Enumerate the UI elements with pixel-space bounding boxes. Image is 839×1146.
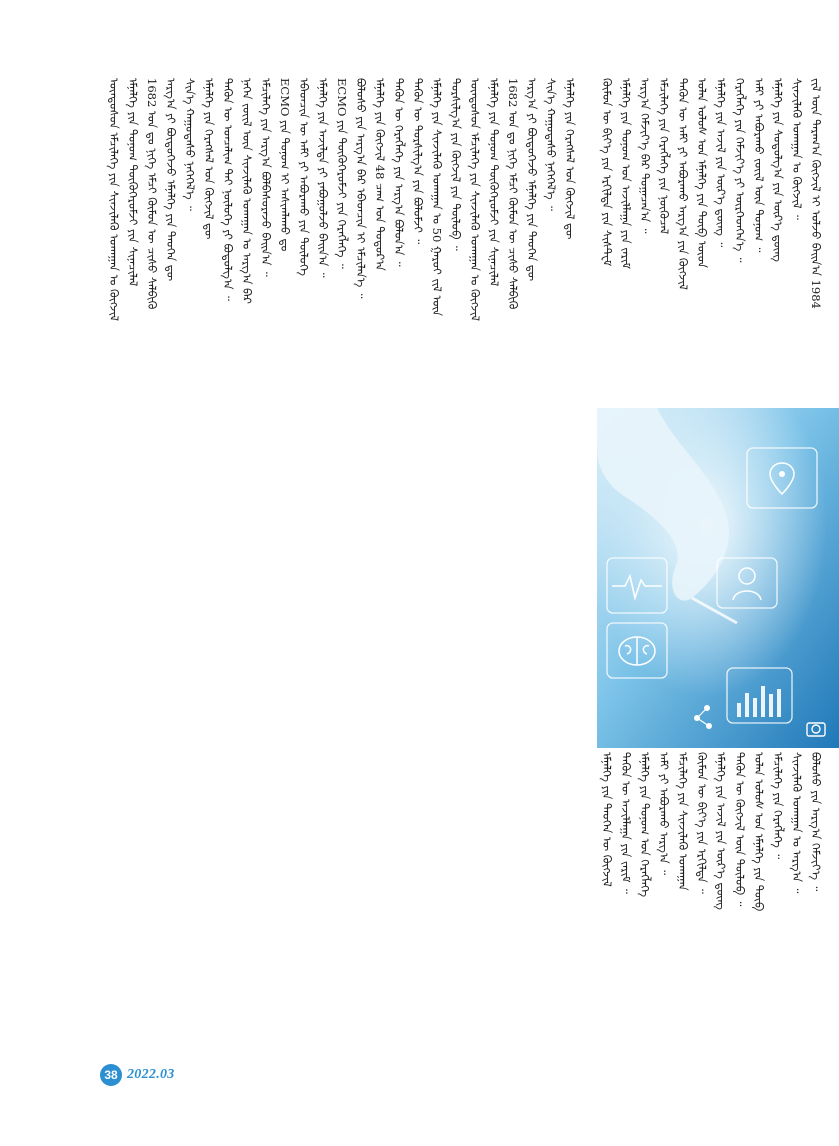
text-line: ᠡᠮᠴᠢᠯᠡᠭᠡ ᠶᠢᠨ ᠬᠡᠷᠡᠭᠯᠡᠭᠡ ᠶᠢᠨ ᠨᠥᠬᠥᠴᠡᠯ: [657, 78, 671, 235]
text-column-lower-right: [597, 752, 839, 1072]
text-line: ᠦᠨᠳᠦᠰᠦᠨ ᠡᠮᠴᠢᠯᠡᠭᠡ ᠶᠢᠨ ᠰᠢᠨᠵᠢᠯᠡᠬᠦ ᠤᠬᠠᠭᠠᠨ ᠤ ᠬᠥᠭᠵᠢᠯ: [107, 78, 121, 322]
issue-date: 2022.03: [127, 1067, 175, 1082]
text-line: ᠣᠯᠠᠨ ᠤᠯᠤᠰ ᠤᠨ ᠡᠮᠨᠡᠯᠭᠡ ᠶᠢᠨ ᠲᠦᠪ: [752, 752, 766, 912]
text-column-main: [104, 78, 590, 1073]
text-line: ᠠᠷᠭ᠎ᠠ ᠶᠢ ᠪᠦᠲᠦᠭᠡᠵᠦ ᠡᠮᠨᠡᠯᠭᠡ ᠶᠢᠨ ᠲᠡᠦᠬᠡᠨ ᠳᠦ: [525, 78, 539, 282]
text-line: ᠦᠨᠳᠦᠰᠦᠨ ᠡᠮᠴᠢᠯᠡᠭᠡ ᠶᠢᠨ ᠰᠢᠨᠵᠢᠯᠡᠬᠦ ᠤᠬᠠᠭᠠᠨ ᠤ ᠬᠥᠭᠵᠢᠯ: [468, 78, 482, 322]
text-line: ᠪᠣᠯᠣᠰᠤ ᠶᠢᠨ ᠠᠷᠭ᠎ᠠ ᠬᠡᠮᠵᠢᠶ᠎ᠡ ᠃: [809, 752, 823, 892]
text-line: ᠡᠮᠴᠢᠯᠡᠭᠡ ᠶᠢᠨ ᠠᠷᠭ᠎ᠠ ᠪᠣᠯᠪᠠᠰᠤᠷᠠᠵᠤ ᠪᠠᠢᠨ᠎ᠠ ᠃: [259, 78, 273, 277]
text-line: ᠡᠮᠨᠡᠯᠭᠡ ᠶᠢᠨ ᠬᠥᠭᠵᠢᠯ 48 ᠴᠠᠭ ᠤᠨ ᠳᠣᠲᠣᠷ᠎ᠠ: [373, 78, 387, 271]
text-line: ᠰᠢᠨᠵᠢᠯᠡᠬᠦ ᠤᠬᠠᠭᠠᠨ ᠤ ᠠᠷᠭ᠎ᠠ ᠃: [790, 752, 804, 894]
text-line: ᠰᠢᠨ᠎ᠡ ᠬᠠᠭᠤᠳᠠᠰᠤ ᠨᠡᠭᠡᠭᠡᠯ᠎ᠡ ᠃: [544, 78, 558, 211]
page-number: 38: [100, 1064, 122, 1086]
text-line: ᠪᠣᠯᠣᠰᠤ ᠶᠢᠨ ᠠᠷᠭ᠎ᠠ ᠪᠠᠷ ᠡᠪᠡᠳᠴᠢᠨ ᠢ ᠡᠮᠴᠢᠯᠡᠨ᠎ᠡ ᠃: [354, 78, 368, 299]
text-line: ᠲᠡᠭᠦᠨ ᠦ ᠣᠨᠴᠠᠯᠢᠭ ᠲᠠᠢ ᠨᠥᠯᠦᠭᠡ ᠶᠢ ᠪᠣᠳᠣᠯᠭ᠎ᠠ ᠃: [221, 78, 235, 301]
text-line: ᠡᠮᠨᠡᠯᠭᠡ ᠶᠢᠨ ᠠᠵᠢᠯ ᠶᠢᠨ ᠦᠷ᠎ᠡ ᠳ᠋ᠦᠩ ᠃: [714, 78, 728, 248]
text-line: ᠵᠢᠯ ᠦᠨ ᠳᠠᠷᠠᠭ᠎ᠠ ᠬᠥᠭᠵᠢᠯ ᠢ ᠣᠯᠵᠤ ᠪᠠᠢᠨ᠎ᠠ 1984: [809, 78, 823, 309]
illustration-svg: [597, 408, 839, 748]
text-line: ᠠᠷᠭ᠎ᠠ ᠬᠡᠮᠵᠢᠶ᠎ᠡ ᠪᠡᠷ ᠲᠣᠭᠠᠴᠠᠨ᠎ᠠ ᠃: [638, 78, 652, 234]
text-line: ᠡᠮᠨᠡᠯᠭᠡ ᠶᠢᠨ ᠬᠡᠷᠡᠭᠰᠡᠯ ᠤᠨ ᠬᠥᠭᠵᠢᠯ ᠳᠦ: [563, 78, 577, 240]
text-line: ᠡᠮᠴᠢᠯᠡᠭᠡ ᠶᠢᠨ ᠬᠡᠷᠡᠭᠯᠡᠭᠡ ᠃: [771, 752, 785, 860]
text-line: ECMO ᠶᠢᠨ ᠲᠣᠨᠣᠭ ᠢ ᠠᠰᠢᠭᠯᠠᠬᠤ ᠳᠤ: [278, 78, 292, 252]
text-line: ᠡᠮᠨᠡᠯᠭᠡ ᠶᠢᠨ ᠰᠢᠨᠵᠢᠯᠡᠬᠦ ᠤᠬᠠᠭᠠᠨ ᠤ 50 ᠭᠠᠷᠤᠢ ᠵᠢᠯ ᠦᠨ: [430, 78, 444, 317]
text-line: ᠡᠮᠨᠡᠯᠭᠡ ᠶᠢᠨ ᠬᠡᠷᠡᠭᠰᠡᠯ ᠤᠨ ᠬᠥᠭᠵᠢᠯ ᠳᠦ: [202, 78, 216, 240]
text-line: ᠡᠮᠴᠢᠯᠡᠭᠡ ᠶᠢᠨ ᠰᠢᠨᠵᠢᠯᠡᠬᠦ ᠤᠬᠠᠭᠠᠨ: [676, 752, 690, 891]
text-line: ECMO ᠶᠢᠨ ᠲᠥᠬᠦᠭᠡᠷᠦᠮᠵᠢ ᠶᠢᠨ ᠬᠡᠷᠡᠭᠯᠡᠭᠡ ᠃: [335, 78, 349, 269]
text-line: ᠲᠡᠭᠦᠨ ᠦ ᠬᠥᠭᠵᠢᠯ ᠦᠨ ᠲᠥᠯᠦᠪ ᠃: [733, 752, 747, 907]
page-footer: [100, 1064, 175, 1086]
text-column-upper-right: [597, 78, 839, 403]
text-line: ᠠᠷᠭ᠎ᠠ ᠶᠢ ᠪᠦᠲᠦᠭᠡᠵᠦ ᠡᠮᠨᠡᠯᠭᠡ ᠶᠢᠨ ᠲᠡᠦᠬᠡᠨ ᠳᠦ: [164, 78, 178, 282]
text-line: ᠲᠡᠭᠦᠨ ᠦ ᠠᠵᠢᠯᠯᠠᠭᠠ ᠶᠢᠨ ᠵᠠᠷᠢᠮ ᠃: [619, 752, 633, 894]
text-line: ᠲᠡᠭᠦᠨ ᠦ ᠠᠮᠢ ᠶᠢ ᠠᠪᠤᠷᠠᠬᠤ ᠠᠷᠭ᠎ᠠ ᠶᠢᠨ ᠬᠥᠭᠵᠢᠯ: [676, 78, 690, 290]
text-line: ᠡᠮᠨᠡᠯᠭᠡ ᠶᠢᠨ ᠲᠣᠨᠣᠭ ᠤᠨ ᠬᠡᠷᠡᠭᠯᠡᠭᠡ: [638, 752, 652, 898]
text-line: ᠡᠮᠨᠡᠯᠭᠡ ᠶᠢᠨ ᠲᠣᠨᠣᠭ ᠲᠥᠬᠦᠭᠡᠷᠦᠮᠵᠢ ᠶᠢᠨ ᠰᠢᠨᠡᠴᠢᠯᠡᠯ: [487, 78, 501, 287]
text-line: ᠬᠡᠷᠡᠭᠯᠡᠭᠡ ᠶᠢᠨ ᠬᠡᠮᠵᠢᠶ᠎ᠡ ᠶᠢ ᠥᠷᠭᠡᠳᠬᠡᠨ᠎ᠡ ᠃: [733, 78, 747, 263]
text-line: 1682 ᠣᠨ ᠳᠤ ᠨᠢᠭᠡ ᠡᠮᠴᠢ ᠬᠦᠮᠦᠨ ᠦ ᠴᠢᠰᠤ ᠰᠡᠯᠪᠢᠬᠦ: [506, 78, 520, 310]
text-line: ᠡᠮᠨᠡᠯᠭᠡ ᠶᠢᠨ ᠠᠵᠢᠯ ᠶᠢᠨ ᠦᠷ᠎ᠡ ᠳ᠋ᠦᠩ: [714, 752, 728, 910]
text-line: ᠡᠮᠨᠡᠯᠭᠡ ᠶᠢᠨ ᠲᠡᠦᠬᠡᠨ ᠦ ᠬᠥᠭᠵᠢᠯ: [600, 752, 614, 887]
text-line: ᠰᠢᠨ᠎ᠡ ᠬᠠᠭᠤᠳᠠᠰᠤ ᠨᠡᠭᠡᠭᠡᠯ᠎ᠡ ᠃: [183, 78, 197, 211]
text-line: ᠠᠮᠢ ᠶᠢ ᠠᠪᠤᠷᠠᠬᠤ ᠠᠷᠭ᠎ᠠ ᠃: [657, 752, 671, 875]
text-line: ᠬᠦᠮᠦᠨ ᠦ ᠪᠢᠶ᠎ᠡ ᠶᠢᠨ ᠡᠷᠭᠢᠯᠳᠡ ᠶᠢᠨ ᠰᠢᠰᠲ᠋ᠧᠮ: [600, 78, 614, 267]
text-line: ᠨᠡᠭᠡᠨ ᠵᠦᠢᠯ ᠦᠨ ᠰᠢᠨᠵᠢᠯᠡᠬᠦ ᠤᠬᠠᠭᠠᠨ ᠤ ᠠᠷᠭ᠎ᠠ ᠪᠠᠷ: [240, 78, 254, 304]
text-line: ᠡᠪᠡᠳᠴᠢᠨ ᠦ ᠠᠮᠢ ᠶᠢ ᠠᠪᠤᠷᠠᠬᠤ ᠶᠢᠨ ᠲᠥᠯᠦᠭᠡ: [297, 78, 311, 276]
text-line: ᠡᠮᠨᠡᠯᠭᠡ ᠶᠢᠨ ᠰᠤᠳᠤᠯᠭ᠎ᠠ ᠶᠢᠨ ᠦᠷ᠎ᠡ ᠳ᠋ᠦᠩ: [771, 78, 785, 262]
text-line: ᠡᠮᠨᠡᠯᠭᠡ ᠶᠢᠨ ᠠᠵᠢᠯᠳᠠ ᠶᠢ ᠶᠠᠪᠤᠭᠤᠯᠵᠤ ᠪᠠᠢᠨ᠎ᠠ ᠃: [316, 78, 330, 278]
medical-tech-illustration: [597, 408, 839, 748]
text-line: 1682 ᠣᠨ ᠳᠤ ᠨᠢᠭᠡ ᠡᠮᠴᠢ ᠬᠦᠮᠦᠨ ᠦ ᠴᠢᠰᠤ ᠰᠡᠯᠪᠢᠬᠦ: [145, 78, 159, 310]
text-line: ᠠᠮᠢ ᠶᠢ ᠠᠪᠤᠷᠠᠬᠤ ᠵᠦᠢᠯ ᠦᠨ ᠲᠣᠨᠣᠭ ᠃: [752, 78, 766, 253]
text-line: ᠲᠡᠭᠦᠨ ᠦ ᠬᠡᠷᠡᠭᠯᠡᠭᠡ ᠶᠢᠨ ᠠᠷᠭ᠎ᠠ ᠪᠣᠯᠣᠨ᠎ᠠ ᠃: [392, 78, 406, 267]
text-line: ᠰᠢᠨᠵᠢᠯᠡᠬᠦ ᠤᠬᠠᠭᠠᠨ ᠤ ᠬᠥᠭᠵᠢᠯ ᠃: [790, 78, 804, 220]
text-line: ᠲᠤᠷᠰᠢᠯᠭ᠎ᠠ ᠶᠢᠨ ᠬᠥᠭᠵᠢᠯ ᠶᠢᠨ ᠲᠥᠯᠦᠪ ᠃: [449, 78, 463, 251]
text-line: ᠣᠯᠠᠨ ᠤᠯᠤᠰ ᠤᠨ ᠡᠮᠨᠡᠯᠭᠡ ᠶᠢᠨ ᠲᠦᠪ ᠦᠳ: [695, 78, 709, 268]
text-line: ᠡᠮᠨᠡᠯᠭᠡ ᠶᠢᠨ ᠲᠣᠨᠣᠭ ᠤᠨ ᠠᠵᠢᠯᠯᠠᠭᠠ ᠶᠢᠨ ᠵᠠᠷᠢᠮ: [619, 78, 633, 269]
text-line: ᠬᠦᠮᠦᠨ ᠦ ᠪᠢᠶ᠎ᠡ ᠶᠢᠨ ᠡᠷᠭᠢᠯᠳᠡ ᠃: [695, 752, 709, 894]
text-line: ᠡᠮᠨᠡᠯᠭᠡ ᠶᠢᠨ ᠲᠣᠨᠣᠭ ᠲᠥᠬᠦᠭᠡᠷᠦᠮᠵᠢ ᠶᠢᠨ ᠰᠢᠨᠡᠴᠢᠯᠡᠯ: [126, 78, 140, 287]
text-line: ᠲᠡᠭᠦᠨ ᠦ ᠲᠤᠷᠰᠢᠯᠭ᠎ᠠ ᠶᠢᠨ ᠪᠣᠯᠣᠮᠵᠢ ᠃: [411, 78, 425, 245]
